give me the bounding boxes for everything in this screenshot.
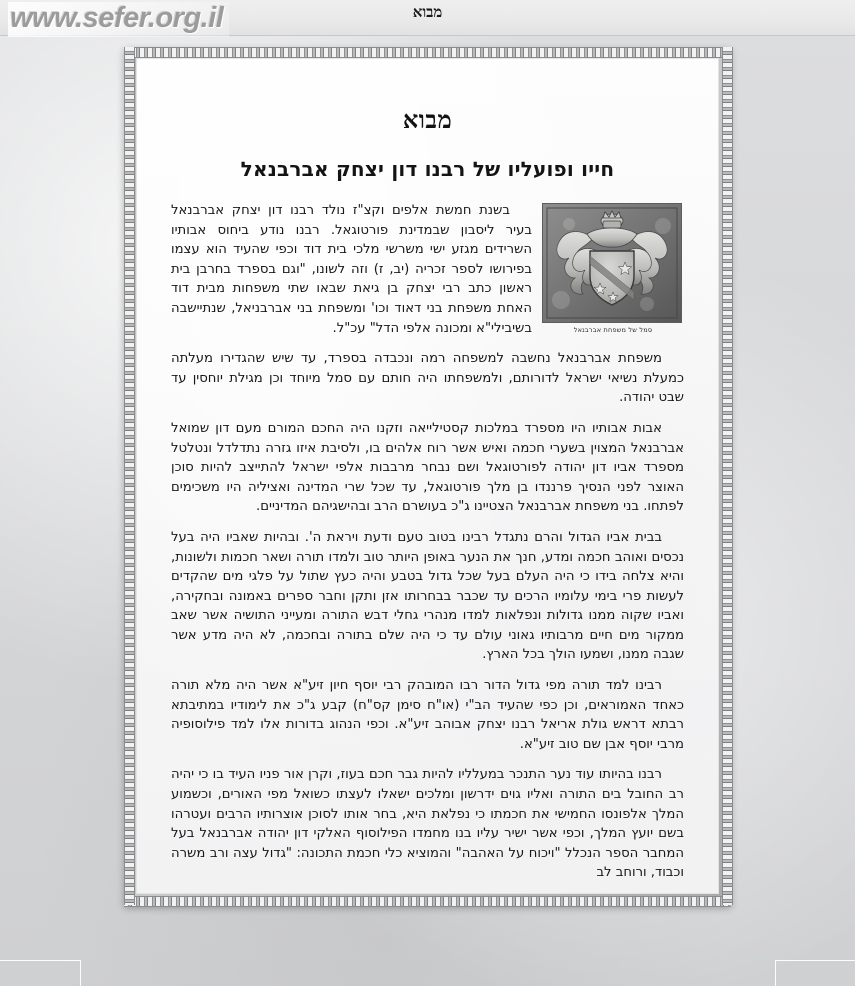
body-paragraph: משפחת אברבנאל נחשבה למשפחה רמה ונכבדה בספרד, עד שיש שהגדירו מעלתה כמעלת נשיאי ישראל לדורותם, ולמשפחתו היה חותם עם סמל מיוחד וכן מגילת יוחסין עד שבט יהודה. <box>171 351 684 406</box>
frame-rail-bottom <box>124 896 731 907</box>
body-paragraph: בבית אביו הגדול והרם נתגדל רבינו בטוב טעם ודעת ויראת ה'. ובהיות שאביו היה בעל נכסים ואוהב חכמה ומדע, חנך את הנער באופן היותר טוב ולמדו תורה ושאר חכמות ולשונות, והיא צלחה בידו כי היה העלם בעל שכל גדול בטבע והיה כעץ שתול על פלגי מים שהקדים לעשות פרי בימי עלומיו הרכים עד שכבר בבחרותו אזן ותקן וחבר ספרים באמונה ובחקירה, ואביו שקוה ממנו גדולות ונפלאות למדו מנהרי גחלי דבש התורה ומעייני התושיה אשר שאב ממקור מים חיים מרבותיו גאוני עולם עד כי היה שלם בתורה ובחכמה, לא היה מדע אשר שגבה ממנו, ושמעו הולך בכל הארץ. <box>171 529 684 663</box>
figure-abarbanel-crest <box>544 203 682 334</box>
crop-guide-bottom-left-vertical <box>80 960 81 986</box>
window-header-title: מבוא <box>412 3 443 21</box>
page-title: מבוא <box>402 105 453 134</box>
crop-guide-bottom-right-vertical <box>775 960 776 986</box>
crop-guide-bottom-right-horizontal <box>775 960 855 961</box>
body-paragraph: רבנו בהיותו עוד נער התנכר במעלליו להיות גבר חכם בעוז, וקרן אור פניו העיד בו כי יהיה רב החובל בים התורה ואליו גוים ידרשון ומלכים ישאלו לעצתו כשואל מפי האורים, וכשמוע המלך אלפונסו החמישי את חכמתו כי נפלאת היא, בחר אותו לסוכן אוצרותיו הרבים ועטרהו בשם יועץ המלך, וכפי אשר ישיר עליו בנו מחמדו הפילוסוף האלקי דון יהודה אברבנאל בעל המחבר הספר הנכלל "ויכוח על האהבה" והמוציא כלי חכמת התכונה: "גדול עצה ורב משרה וכבוד, ורוחב לב <box>171 767 684 881</box>
body-paragraph: רבינו למד תורה מפי גדול הדור רבו המובהק רבי יוסף חיון זיע"א אשר היה מלא תורה כאחד האמוראים, וכן כפי שהעיד הב"י (או"ח סימן קס"ח) קבע ג"כ את לימודיו במתיבתא רבתא דראש גולת אריאל רבנו יצחק אבוהב זיע"א. וכפי הנהוג בדורות אלו למד פילוסופיה מרבי יוסף אבן שם טוב זיע"א. <box>171 678 684 752</box>
figure-caption: סמל של משפחת אברבנאל <box>573 326 653 334</box>
abarbanel-family-crest-icon <box>542 203 682 323</box>
frame-rail-right <box>722 47 733 905</box>
site-watermark: www.sefer.org.il <box>8 2 229 37</box>
frame-rail-left <box>124 47 135 905</box>
body-paragraph: בשנת חמשת אלפים וקצ"ז נולד רבנו דון יצחק אברבנאל בעיר ליסבון שבמדינת פורטוגאל. רבנו נודע ביחוס אבותיו השרידים מגזע ישי משרשי מלכי בית דוד וכפי שהעיד הוא עצמו בפירושו לספר זכריה (יב, ז) וזה לשונו, "וגם בספרד בחרבן בית ראשון כתב רבי יצחק בן גיאת שבאו שתי משפחות מבית דוד האחת משפחת בני דאוד וכו' ומשפחת בני אברבניאל, שנתיישבה בשיבילי"א ומכונה אלפי הדל" עכ"ל. <box>171 203 532 336</box>
document-page[interactable] <box>136 58 719 894</box>
body-paragraph: אבות אבותיו היו מספרד במלכות קסטילייאה וזקנו היה החכם המורם מעם דון שמואל אברבנאל המצוין בשערי חכמה ואיש אשר רוח אלהים בו, ולסיבת איזו גזרה נתדלדל ונטלטל מספרד אביו דון יהודה לפורטוגאל ושם נבחר מרבבות אלפי ישראל להתייצב להיות סוכן האוצר לפני הנסיך פרננדו בן מלך פורטוגאל, עד שכל שרי המדינה ואציליה היו משכימים לפתחו. בני משפחת אברבנאל הצטיינו ג"כ בעושרם הרב ובהישגיהם המדיניים. <box>171 420 684 515</box>
frame-rail-top <box>124 47 731 58</box>
page-subtitle: חייו ופועליו של רבנו דון יצחק אברבנאל <box>240 157 615 181</box>
crop-guide-bottom-left-horizontal <box>0 960 80 961</box>
